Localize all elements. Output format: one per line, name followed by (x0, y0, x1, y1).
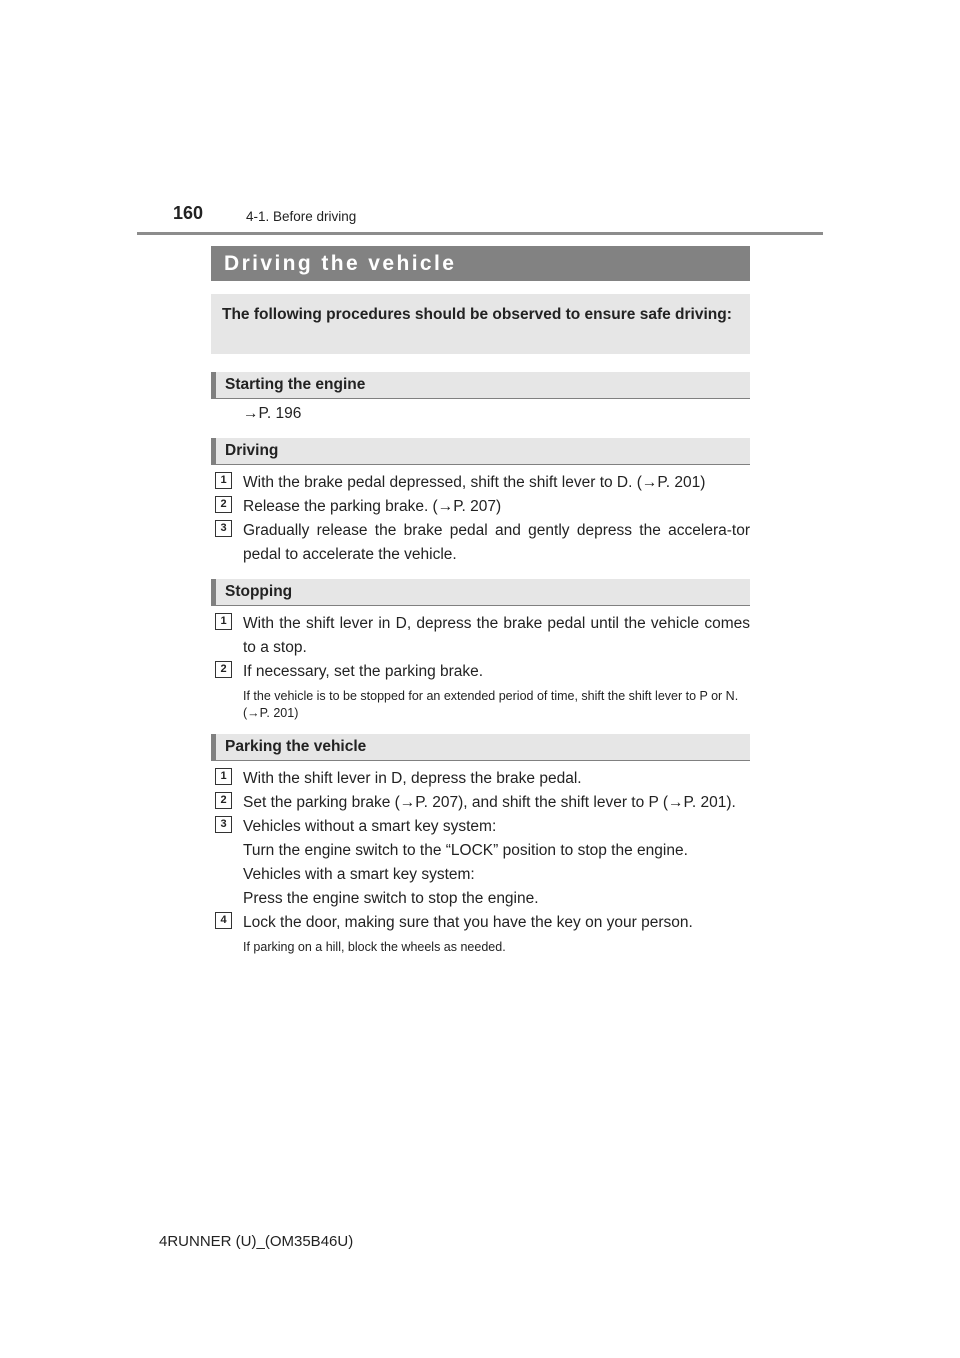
subhead-parking: Parking the vehicle (211, 734, 750, 761)
page-title: Driving the vehicle (211, 246, 750, 281)
driving-step-3 (215, 519, 750, 567)
step-number: 1 (215, 768, 232, 785)
step-text: Vehicles without a smart key system: (243, 818, 497, 835)
step-text: With the brake pedal depressed, shift the shift lever to D. (→P. 201) (243, 474, 706, 491)
stopping-steps (215, 612, 750, 722)
subhead-starting: Starting the engine (211, 372, 750, 399)
step-text: Release the parking brake. (→P. 207) (243, 498, 502, 515)
step-text: With the shift lever in D, depress the brake pedal. (243, 770, 582, 787)
intro-box: The following procedures should be observed to ensure safe driving: (211, 294, 750, 354)
step-text: Lock the door, making sure that you have the key on your person. (243, 914, 693, 931)
stopping-note: If the vehicle is to be stopped for an extended period of time, shift the shift lever to P or N. (→P. 201) (243, 689, 739, 720)
parking-step-2 (215, 791, 750, 815)
page-number: 160 (173, 203, 204, 223)
parking-step-1 (215, 767, 750, 791)
driving-step-2 (215, 495, 750, 519)
driving-step-1 (215, 471, 750, 495)
section-label: 4-1. Before driving (246, 209, 357, 224)
step-number: 3 (215, 520, 232, 537)
parking-step-3 (215, 815, 750, 911)
subhead-stopping: Stopping (211, 579, 750, 606)
step-number: 2 (215, 496, 232, 513)
driving-steps (215, 471, 750, 567)
header-rule (137, 232, 823, 235)
parking-note: If parking on a hill, block the wheels as needed. (243, 940, 506, 954)
step-text: If necessary, set the parking brake. (243, 663, 484, 680)
step-number: 2 (215, 792, 232, 809)
step-text: Set the parking brake (→P. 207), and shift the shift lever to P (→P. 201). (243, 794, 736, 811)
footer-model: 4RUNNER (U)_(OM35B46U) (159, 1233, 354, 1250)
step-number: 1 (215, 472, 232, 489)
step-number: 2 (215, 661, 232, 678)
step-text: Press the engine switch to stop the engine. (243, 890, 539, 907)
stopping-step-1 (215, 612, 750, 660)
parking-steps (215, 767, 750, 956)
step-text: Gradually release the brake pedal and gently depress the accelera-tor pedal to accelerate the vehicle. (243, 522, 750, 563)
step-text: With the shift lever in D, depress the brake pedal until the vehicle comes to a stop. (243, 615, 750, 656)
step-number: 4 (215, 912, 232, 929)
stopping-step-2 (215, 660, 750, 684)
step-number: 3 (215, 816, 232, 833)
parking-step-4 (215, 911, 750, 935)
step-number: 1 (215, 613, 232, 630)
step-text: Turn the engine switch to the “LOCK” position to stop the engine. (243, 842, 688, 859)
step-text: Vehicles with a smart key system: (243, 866, 475, 883)
starting-ref: →P. 196 (243, 405, 302, 422)
subhead-driving: Driving (211, 438, 750, 465)
